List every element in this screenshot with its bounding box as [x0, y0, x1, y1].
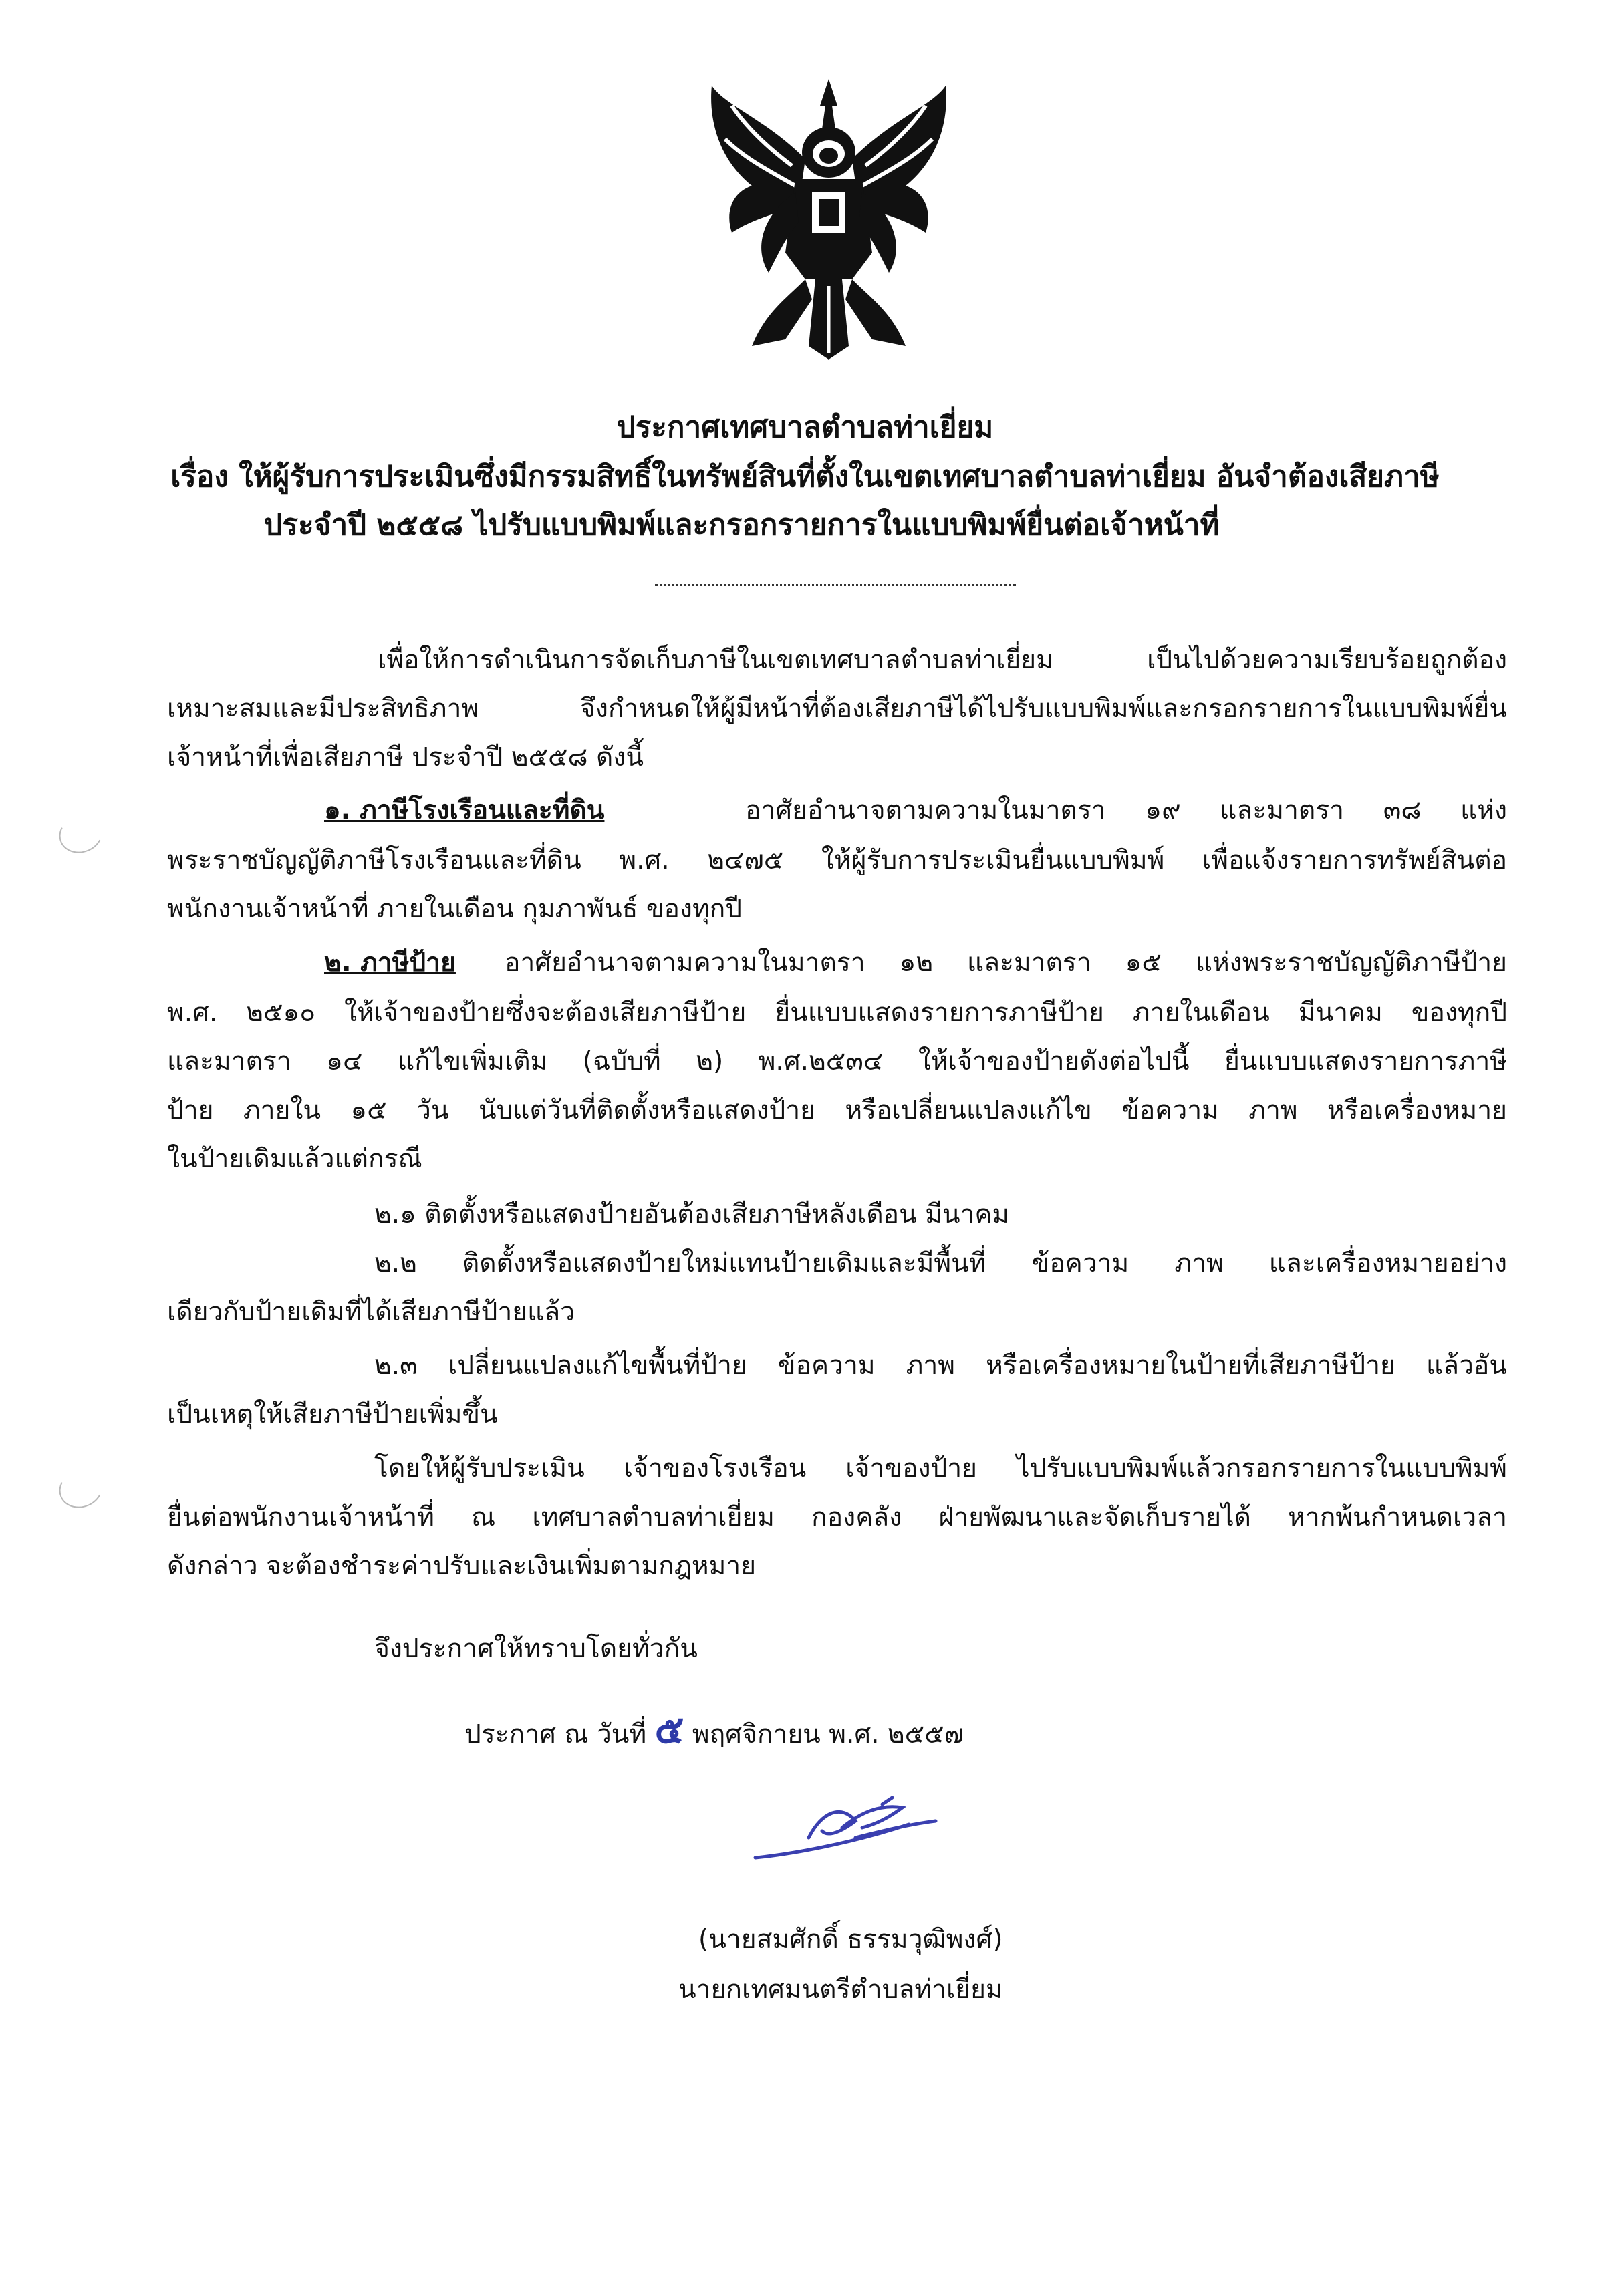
punch-hole-mark: [53, 809, 108, 859]
signatory-position: นายกเทศมนตรีตำบลท่าเยี่ยม: [678, 1975, 1003, 2005]
subject-line-1: เรื่อง ให้ผู้รับการประเมินซึ่งมีกรรมสิทธิ์ในทรัพย์สินที่ตั้งในเขตเทศบาลตำบลท่าเยี่ยม อันจำต้องเสียภาษี: [170, 460, 1440, 494]
section-1-line: พระราชบัญญัติภาษีโรงเรือนและที่ดิน พ.ศ. ๒๔๗๕ ให้ผู้รับการประเมินยื่นแบบพิมพ์ เพื่อแจ้งรายการทรัพย์สินต่อ: [167, 845, 1507, 875]
handwritten-signature: [749, 1791, 949, 1864]
date-prefix: ประกาศ ณ วันที่: [464, 1719, 647, 1749]
section-1-line: พนักงานเจ้าหน้าที่ ภายในเดือน กุมภาพันธ์ ของทุกปี: [167, 894, 743, 924]
intro-line-2: เหมาะสมและมีประสิทธิภาพ จึงกำหนดให้ผู้มีหน้าที่ต้องเสียภาษีได้ไปรับแบบพิมพ์และกรอกรายการในแบบพิมพ์ยื่น: [167, 694, 1507, 724]
section-2-line: และมาตรา ๑๔ แก้ไขเพิ่มเติม (ฉบับที่ ๒) พ.ศ.๒๕๓๔ ให้เจ้าของป้ายดังต่อไปนี้ ยื่นแบบแสดงรายการภาษี: [167, 1046, 1507, 1077]
section-1-first-line: อาศัยอำนาจตามความในมาตรา ๑๙ และมาตรา ๓๘ แห่ง: [745, 795, 1507, 825]
garuda-emblem: [705, 79, 952, 360]
date-day: ๕: [654, 1707, 684, 1752]
closing-line-2: ยื่นต่อพนักงานเจ้าหน้าที่ ณ เทศบาลตำบลท่าเยี่ยม กองคลัง ฝ่ายพัฒนาและจัดเก็บรายได้ หากพ้นกำหนดเวลา: [167, 1502, 1507, 1532]
section-2-line: ในป้ายเดิมแล้วแต่กรณี: [167, 1144, 422, 1174]
item-2-3-line-2: เป็นเหตุให้เสียภาษีป้ายเพิ่มขึ้น: [167, 1399, 498, 1429]
closing-line-1: โดยให้ผู้รับประเมิน เจ้าของโรงเรือน เจ้าของป้าย ไปรับแบบพิมพ์แล้วกรอกรายการในแบบพิมพ์: [374, 1453, 1507, 1483]
intro-line-3: เจ้าหน้าที่เพื่อเสียภาษี ประจำปี ๒๕๕๘ ดังนี้: [167, 742, 644, 772]
item-2-3-line-1: ๒.๓ เปลี่ยนแปลงแก้ไขพื้นที่ป้าย ข้อความ ภาพ หรือเครื่องหมายในป้ายที่เสียภาษีป้าย แล้วอัน: [374, 1350, 1507, 1381]
announce-line: จึงประกาศให้ทราบโดยทั่วกัน: [374, 1634, 698, 1664]
item-2-1: ๒.๑ ติดตั้งหรือแสดงป้ายอันต้องเสียภาษีหลังเดือน มีนาคม: [374, 1199, 1010, 1230]
intro-line-1: เพื่อให้การดำเนินการจัดเก็บภาษีในเขตเทศบาลตำบลท่าเยี่ยม เป็นไปด้วยความเรียบร้อยถูกต้อง: [378, 645, 1507, 675]
announcement-date: [464, 1707, 964, 1753]
section-1-heading: ๑. ภาษีโรงเรือนและที่ดิน: [324, 795, 605, 825]
signatory-name: (นายสมศักดิ์ ธรรมวุฒิพงศ์): [698, 1924, 1003, 1955]
section-2-first-line: อาศัยอำนาจตามความในมาตรา ๑๒ และมาตรา ๑๕ แห่งพระราชบัญญัติภาษีป้าย: [505, 948, 1507, 978]
date-rest: พฤศจิกายน พ.ศ. ๒๕๕๗: [692, 1719, 964, 1749]
closing-line-3: ดังกล่าว จะต้องชำระค่าปรับและเงินเพิ่มตามกฎหมาย: [167, 1551, 757, 1581]
section-2-line: พ.ศ. ๒๕๑๐ ให้เจ้าของป้ายซึ่งจะต้องเสียภาษีป้าย ยื่นแบบแสดงรายการภาษีป้าย ภายในเดือน มีนาคม ของทุกปี: [167, 998, 1507, 1028]
item-2-2-line-2: เดียวกับป้ายเดิมที่ได้เสียภาษีป้ายแล้ว: [167, 1297, 575, 1327]
section-2-line: ป้าย ภายใน ๑๕ วัน นับแต่วันที่ติดตั้งหรือแสดงป้าย หรือเปลี่ยนแปลงแก้ไข ข้อความ ภาพ หรือเครื่องหมาย: [167, 1095, 1507, 1125]
subject-line-2: ประจำปี ๒๕๕๘ ไปรับแบบพิมพ์และกรอกรายการในแบบพิมพ์ยื่นต่อเจ้าหน้าที่: [263, 508, 1220, 542]
punch-hole-mark: [53, 1463, 108, 1514]
separator-dots: [655, 584, 1016, 586]
page-title: ประกาศเทศบาลตำบลท่าเยี่ยม: [616, 410, 994, 444]
item-2-2-line-1: ๒.๒ ติดตั้งหรือแสดงป้ายใหม่แทนป้ายเดิมและมีพื้นที่ ข้อความ ภาพ และเครื่องหมายอย่าง: [374, 1248, 1507, 1278]
section-2-heading: ๒. ภาษีป้าย: [324, 948, 456, 978]
